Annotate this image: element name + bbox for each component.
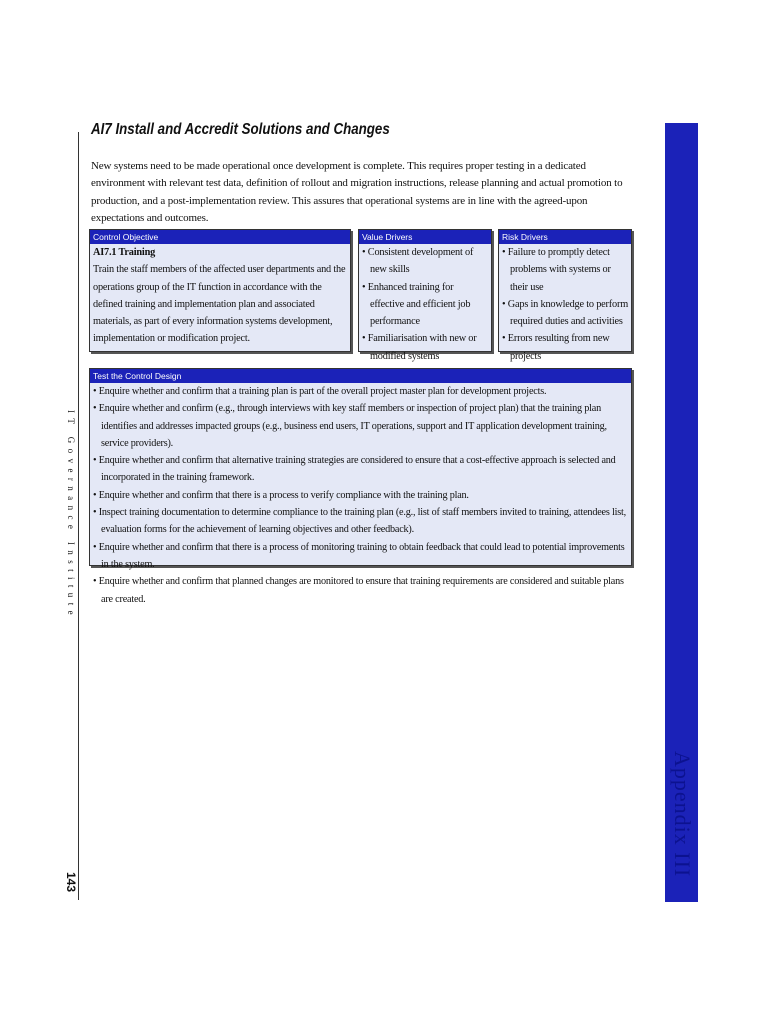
list-item: • Enquire whether and confirm that planned changes are monitored to ensure that training requirements are considered and suitable plans are created.: [93, 573, 628, 608]
list-item: • Errors resulting from new projects: [502, 330, 628, 365]
risk-drivers-list: [502, 244, 628, 365]
value-drivers-box: [358, 229, 492, 362]
margin-rule: [78, 132, 79, 900]
list-item: • Enquire whether and confirm that there is a process to verify compliance with the training plan.: [93, 487, 628, 504]
control-objective-body: [90, 244, 350, 348]
test-control-design-body: [90, 383, 631, 608]
intro-paragraph: New systems need to be made operational once development is complete. This requires proper testing in a dedicated environment with relevant test data, definition of rollout and migration instructions, release planning and actual promotion to production, and a post-implementation review. This assures that operational systems are in line with the agreed-upon expectations and outcomes.: [91, 160, 623, 224]
test-control-design-header: Test the Control Design: [90, 369, 631, 383]
list-item: • Inspect training documentation to determine compliance to the training plan (e.g., list of staff members invited to training, attendees list, evaluation forms for the achievement of learning objectives and other feedback).: [93, 504, 628, 539]
list-item: • Enquire whether and confirm that alternative training strategies are considered to ensure that a cost-effective approach is selected and incorporated in the training framework.: [93, 452, 628, 487]
risk-drivers-body: [499, 244, 631, 365]
organization-name: IT Governance Institute: [66, 410, 76, 621]
page-number: 143: [64, 872, 78, 893]
list-item: • Enquire whether and confirm that a training plan is part of the overall project master plan for development projects.: [93, 383, 628, 400]
risk-drivers-header: Risk Drivers: [499, 230, 631, 244]
control-objective-title: AI7.1 Training: [93, 247, 156, 258]
list-item: • Enquire whether and confirm that there is a process of monitoring training to obtain feedback that could lead to potential improvements in the system.: [93, 539, 628, 574]
control-objective-box: [89, 229, 351, 352]
value-drivers-header: Value Drivers: [359, 230, 491, 244]
list-item: • Consistent development of new skills: [362, 244, 488, 279]
value-drivers-body: [359, 244, 491, 365]
list-item: • Familiarisation with new or modified systems: [362, 330, 488, 365]
list-item: • Enhanced training for effective and efficient job performance: [362, 279, 488, 331]
page-title: AI7 Install and Accredit Solutions and Changes: [91, 121, 390, 138]
value-drivers-list: [362, 244, 488, 365]
risk-drivers-box: [498, 229, 632, 362]
list-item: • Gaps in knowledge to perform required duties and activities: [502, 296, 628, 331]
control-objective-text: Train the staff members of the affected user departments and the operations group of the IT function in accordance with the defined training and implementation plan and associated materials, as part of every information systems development, implementation or modification project.: [93, 264, 346, 345]
test-control-design-list: [93, 383, 628, 608]
list-item: • Enquire whether and confirm (e.g., through interviews with key staff members or inspection of project plan) that the training plan identifies and addresses impacted groups (e.g., business end users, IT operations, support and IT application development training, service providers).: [93, 400, 628, 452]
appendix-label: Appendix III: [670, 751, 695, 878]
test-control-design-box: [89, 368, 632, 605]
control-objective-header: Control Objective: [90, 230, 350, 244]
appendix-band: [665, 123, 698, 902]
list-item: • Failure to promptly detect problems with systems or their use: [502, 244, 628, 296]
